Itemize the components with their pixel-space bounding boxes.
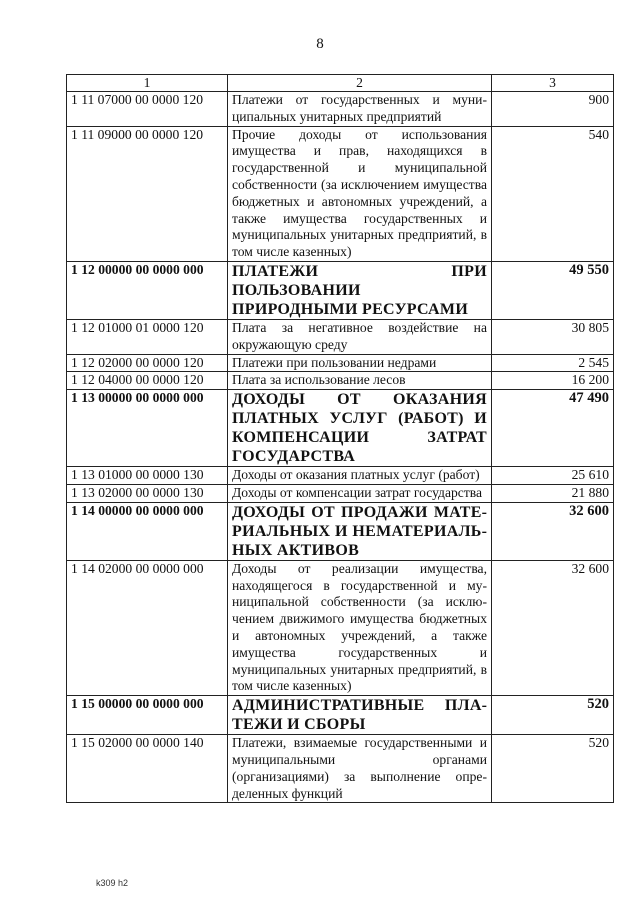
table-row — [67, 261, 614, 319]
description-cell: АДМИНИСТРАТИВНЫЕ ПЛАТЕЖИ И СБОРЫ — [228, 696, 492, 735]
description-cell: ДОХОДЫ ОТ ПРОДАЖИ МАТЕРИАЛЬНЫХ И НЕМАТЕРИАЛЬНЫХ АКТИВОВ — [228, 502, 492, 560]
budget-code-cell: 1 12 04000 00 0000 120 — [67, 372, 228, 390]
table-row — [67, 92, 614, 127]
table-row — [67, 484, 614, 502]
page-number: 8 — [316, 36, 324, 52]
table-body — [67, 92, 614, 803]
column-header-amount: 3 — [492, 75, 614, 92]
budget-code-cell: 1 15 02000 00 0000 140 — [67, 735, 228, 803]
budget-revenue-table — [66, 74, 614, 803]
table-header-row — [67, 75, 614, 92]
table-row — [67, 735, 614, 803]
table-row — [67, 126, 614, 261]
table-row — [67, 372, 614, 390]
amount-cell: 16 200 — [492, 372, 614, 390]
description-cell: Доходы от компенсации затрат государства — [228, 484, 492, 502]
budget-code-cell: 1 11 09000 00 0000 120 — [67, 126, 228, 261]
column-header-code: 1 — [67, 75, 228, 92]
description-cell: Платежи от государственных и муниципальных унитарных предприятий — [228, 92, 492, 127]
amount-cell: 32 600 — [492, 502, 614, 560]
amount-cell: 47 490 — [492, 390, 614, 467]
budget-code-cell: 1 15 00000 00 0000 000 — [67, 696, 228, 735]
description-cell: Платежи, взимаемые государственными и муниципальными органами (организациями) за выполнение определенных функций — [228, 735, 492, 803]
amount-cell: 30 805 — [492, 319, 614, 354]
budget-code-cell: 1 12 00000 00 0000 000 — [67, 261, 228, 319]
budget-code-cell: 1 13 02000 00 0000 130 — [67, 484, 228, 502]
table-row — [67, 502, 614, 560]
amount-cell: 2 545 — [492, 354, 614, 372]
budget-code-cell: 1 12 02000 00 0000 120 — [67, 354, 228, 372]
budget-code-cell: 1 11 07000 00 0000 120 — [67, 92, 228, 127]
amount-cell: 21 880 — [492, 484, 614, 502]
table-row — [67, 467, 614, 485]
amount-cell: 49 550 — [492, 261, 614, 319]
table-row — [67, 354, 614, 372]
table-row — [67, 696, 614, 735]
budget-code-cell: 1 13 00000 00 0000 000 — [67, 390, 228, 467]
column-header-description: 2 — [228, 75, 492, 92]
description-cell: Плата за негативное воздействие на окружающую среду — [228, 319, 492, 354]
table-header — [67, 75, 614, 92]
amount-cell: 520 — [492, 735, 614, 803]
amount-cell: 520 — [492, 696, 614, 735]
budget-code-cell: 1 14 02000 00 0000 000 — [67, 560, 228, 695]
budget-code-cell: 1 14 00000 00 0000 000 — [67, 502, 228, 560]
amount-cell: 25 610 — [492, 467, 614, 485]
table-row — [67, 560, 614, 695]
description-cell: Доходы от реализации имущества, находящегося в государственной и муниципальной собственности (за исключением движимого имущества бюджетных и автономных учреждений, а также имущества государственных и муниципальных унитарных предприятий, в том числе казенных) — [228, 560, 492, 695]
footer-mark: k309 h2 — [96, 878, 129, 888]
description-cell: ПЛАТЕЖИ ПРИ ПОЛЬЗОВАНИИ ПРИРОДНЫМИ РЕСУРСАМИ — [228, 261, 492, 319]
budget-code-cell: 1 13 01000 00 0000 130 — [67, 467, 228, 485]
description-cell: Доходы от оказания платных услуг (работ) — [228, 467, 492, 485]
description-cell: Платежи при пользовании недрами — [228, 354, 492, 372]
amount-cell: 540 — [492, 126, 614, 261]
table-row — [67, 390, 614, 467]
description-cell: ДОХОДЫ ОТ ОКАЗАНИЯ ПЛАТНЫХ УСЛУГ (РАБОТ) И КОМПЕНСАЦИИ ЗАТРАТ ГОСУДАРСТВА — [228, 390, 492, 467]
budget-code-cell: 1 12 01000 01 0000 120 — [67, 319, 228, 354]
amount-cell: 32 600 — [492, 560, 614, 695]
description-cell: Плата за использование лесов — [228, 372, 492, 390]
table-row — [67, 319, 614, 354]
description-cell: Прочие доходы от использования имущества и прав, находящихся в государственной и муниципальной собственности (за исключением имущества бюджетных и автономных учреждений, а также имущества государственных и муниципальных унитарных предприятий, в том числе казенных) — [228, 126, 492, 261]
amount-cell: 900 — [492, 92, 614, 127]
